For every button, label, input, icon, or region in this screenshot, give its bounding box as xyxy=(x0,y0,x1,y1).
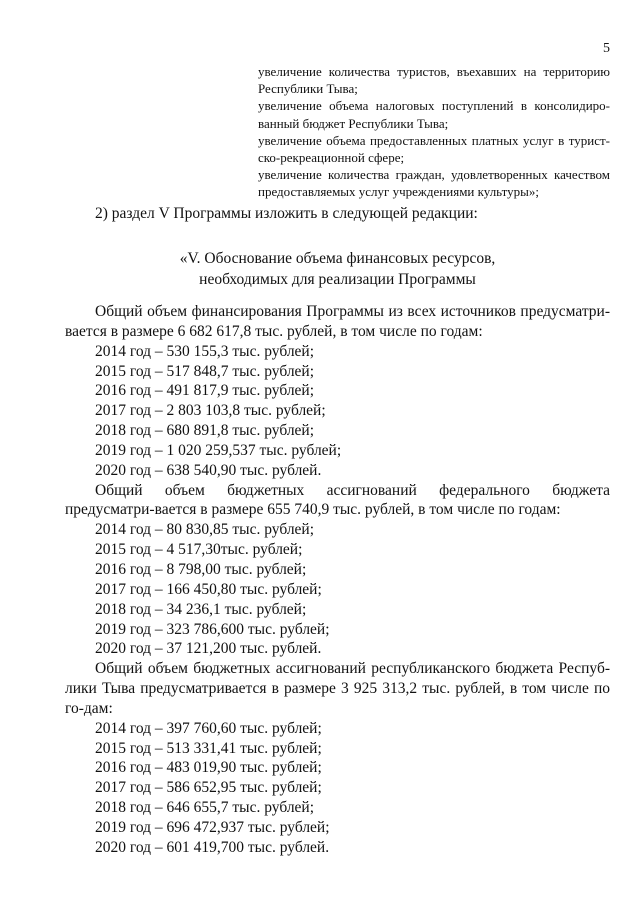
total-funding-paragraph: Общий объем финансирования Программы из всех источников предусматри-вается в размере 6 682 617,8 тыс. рублей, в том числе по годам: xyxy=(65,303,610,340)
page-number: 5 xyxy=(603,41,610,56)
federal-year-line: 2018 год – 34 236,1 тыс. рублей; xyxy=(95,600,307,618)
total-year-line: 2014 год – 530 155,3 тыс. рублей; xyxy=(95,342,315,360)
intro-item: увеличение количества туристов, въехавших на территорию Республики Тыва; xyxy=(258,64,610,97)
section-heading xyxy=(65,249,610,290)
total-year-line: 2020 год – 638 540,90 тыс. рублей. xyxy=(95,461,322,479)
federal-funding-paragraph: Общий объем бюджетных ассигнований федерального бюджета предусматри-вается в размере 655 740,9 тыс. рублей, в том числе по годам: xyxy=(65,481,610,519)
section-heading-line: необходимых для реализации Программы xyxy=(199,270,476,288)
republican-year-line: 2019 год – 696 472,937 тыс. рублей; xyxy=(95,818,330,836)
instruction-text: 2) раздел V Программы изложить в следующей редакции: xyxy=(95,205,478,222)
federal-year-line: 2016 год – 8 798,00 тыс. рублей; xyxy=(95,560,307,578)
funding-content xyxy=(65,302,610,858)
federal-year-line: 2020 год – 37 121,200 тыс. рублей. xyxy=(95,640,322,658)
intro-item: увеличение количества граждан, удовлетворенных качеством предоставляемых услуг учреждениями культуры»; xyxy=(258,167,610,200)
intro-list xyxy=(258,63,610,201)
federal-year-line: 2019 год – 323 786,600 тыс. рублей; xyxy=(95,620,330,638)
total-year-line: 2015 год – 517 848,7 тыс. рублей; xyxy=(95,362,315,380)
total-year-line: 2016 год – 491 817,9 тыс. рублей; xyxy=(95,382,315,400)
republican-year-line: 2018 год – 646 655,7 тыс. рублей; xyxy=(95,799,315,817)
instruction-block xyxy=(65,204,610,224)
federal-year-line: 2014 год – 80 830,85 тыс. рублей; xyxy=(95,521,315,539)
total-year-line: 2017 год – 2 803 103,8 тыс. рублей; xyxy=(95,402,326,420)
total-year-line: 2018 год – 680 891,8 тыс. рублей; xyxy=(95,422,315,440)
republican-year-line: 2015 год – 513 331,41 тыс. рублей; xyxy=(95,739,322,757)
republican-year-line: 2014 год – 397 760,60 тыс. рублей; xyxy=(95,719,322,737)
republican-year-line: 2017 год – 586 652,95 тыс. рублей; xyxy=(95,779,322,797)
intro-item: увеличение объема предоставленных платных услуг в турист-ско-рекреационной сфере; xyxy=(258,132,610,166)
republican-funding-paragraph: Общий объем бюджетных ассигнований республиканского бюджета Респуб-лики Тыва предусматривается в размере 3 925 313,2 тыс. рублей, в том числе по го-дам: xyxy=(65,660,610,717)
federal-year-line: 2017 год – 166 450,80 тыс. рублей; xyxy=(95,580,322,598)
federal-year-line: 2015 год – 4 517,30тыс. рублей; xyxy=(95,541,303,559)
total-year-line: 2019 год – 1 020 259,537 тыс. рублей; xyxy=(95,441,342,459)
section-heading-line: «V. Обоснование объема финансовых ресурсов, xyxy=(179,250,496,267)
intro-item: увеличение объема налоговых поступлений в консолидиро-ванный бюджет Республики Тыва; xyxy=(258,98,610,131)
republican-year-line: 2020 год – 601 419,700 тыс. рублей. xyxy=(95,838,330,856)
republican-year-line: 2016 год – 483 019,90 тыс. рублей; xyxy=(95,759,322,777)
